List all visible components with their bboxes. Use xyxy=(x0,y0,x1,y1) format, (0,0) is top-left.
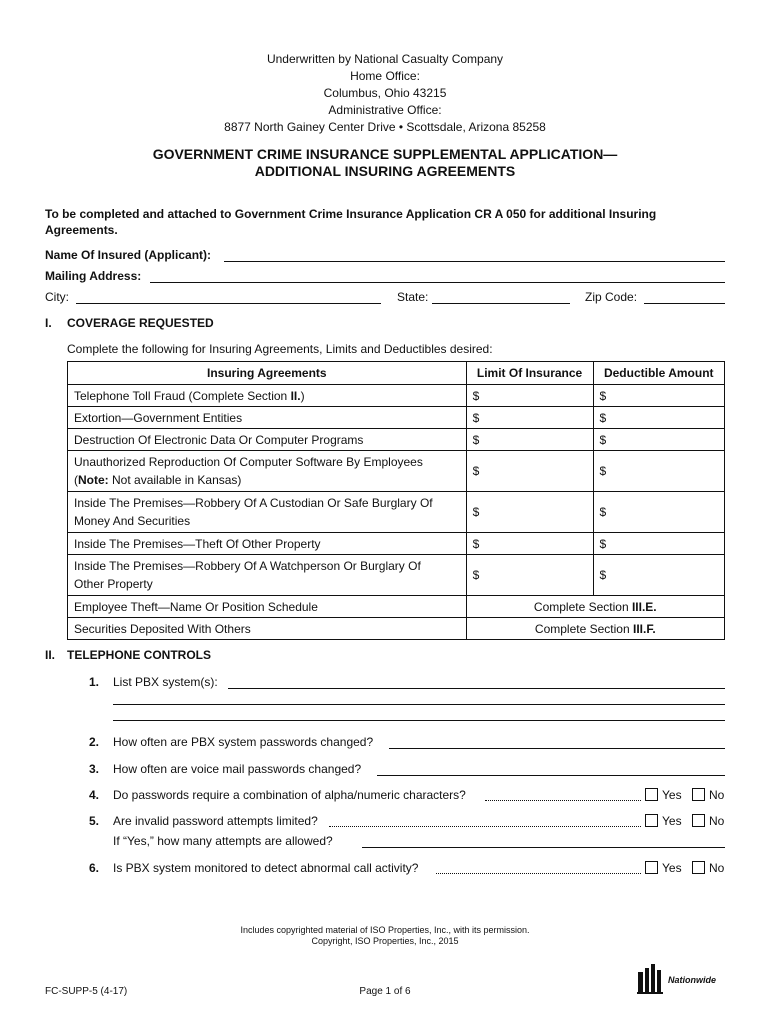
copyright-line-1: Includes copyrighted material of ISO Properties, Inc., with its permission. xyxy=(240,925,530,935)
agreement-text: Money And Securities xyxy=(74,514,191,528)
header-line: Underwritten by National Casualty Company xyxy=(266,52,504,66)
note-text: Not available in Kansas) xyxy=(108,473,242,487)
name-field[interactable] xyxy=(224,261,725,262)
question-text: Are invalid password attempts limited? xyxy=(113,814,318,828)
pbx-systems-field-line-3[interactable] xyxy=(113,720,725,721)
mailing-label: Mailing Address: xyxy=(45,269,142,283)
deductible-cell[interactable]: $ xyxy=(593,533,724,555)
copyright-notice xyxy=(0,925,770,947)
yes-option[interactable] xyxy=(645,814,682,828)
question-number: 6. xyxy=(89,861,100,875)
deductible-cell[interactable]: $ xyxy=(593,492,724,533)
header-line: Home Office: xyxy=(350,69,420,83)
no-option[interactable] xyxy=(692,814,724,828)
header-line: Columbus, Ohio 43215 xyxy=(323,86,447,100)
see-section-ref: III.F. xyxy=(632,621,656,636)
eagle-icon xyxy=(636,962,666,996)
agreement-cell: Employee Theft—Name Or Position Schedule xyxy=(68,596,467,618)
deductible-cell[interactable]: $ xyxy=(593,555,724,596)
question-text: How often are voice mail passwords changed? xyxy=(113,762,362,776)
title-line-2: ADDITIONAL INSURING AGREEMENTS xyxy=(254,163,516,179)
limit-cell[interactable]: $ xyxy=(466,451,593,492)
see-section-cell xyxy=(466,618,724,640)
agreement-note xyxy=(74,471,460,489)
agreement-cell xyxy=(68,451,467,492)
no-label: No xyxy=(709,861,725,875)
column-header: Limit Of Insurance xyxy=(466,362,593,385)
agreement-cell: Inside The Premises—Theft Of Other Property xyxy=(68,533,467,555)
limit-cell[interactable]: $ xyxy=(466,429,593,451)
agreement-text: Telephone Toll Fraud (Complete Section xyxy=(74,388,291,403)
voicemail-password-frequency-field[interactable] xyxy=(377,775,725,776)
yes-label: Yes xyxy=(662,814,682,828)
question-number: 3. xyxy=(89,762,100,776)
deductible-cell[interactable]: $ xyxy=(593,451,724,492)
leader-dots xyxy=(329,826,641,827)
question-text: Do passwords require a combination of alpha/numeric characters? xyxy=(113,788,466,802)
no-option[interactable] xyxy=(692,788,724,802)
table-row xyxy=(68,555,725,596)
see-section-text: Complete Section xyxy=(534,621,633,636)
nationwide-logo xyxy=(636,962,731,996)
deductible-cell[interactable]: $ xyxy=(593,429,724,451)
pbx-systems-field-line-2[interactable] xyxy=(113,704,725,705)
section-1-instruction: Complete the following for Insuring Agreements, Limits and Deductibles desired: xyxy=(67,342,493,356)
limit-cell[interactable]: $ xyxy=(466,407,593,429)
see-section-cell xyxy=(466,596,724,618)
limit-cell[interactable]: $ xyxy=(466,555,593,596)
note-paren: ( xyxy=(74,473,78,487)
pbx-systems-field[interactable] xyxy=(228,688,725,689)
yes-checkbox[interactable] xyxy=(645,788,658,801)
no-checkbox[interactable] xyxy=(692,861,705,874)
agreement-text: Inside The Premises—Robbery Of A Watchperson Or Burglary Of xyxy=(74,559,421,573)
table-header-row xyxy=(68,362,725,385)
question-text: Is PBX system monitored to detect abnormal call activity? xyxy=(113,861,419,875)
title-line-1: GOVERNMENT CRIME INSURANCE SUPPLEMENTAL APPLICATION— xyxy=(152,146,618,162)
section-2-number: II. xyxy=(45,648,56,662)
no-label: No xyxy=(709,788,725,802)
table-row xyxy=(68,429,725,451)
table-row xyxy=(68,385,725,407)
yes-label: Yes xyxy=(662,788,682,802)
column-header: Insuring Agreements xyxy=(68,362,467,385)
question-text: How often are PBX system passwords changed? xyxy=(113,735,374,749)
deductible-cell[interactable]: $ xyxy=(593,407,724,429)
zip-label: Zip Code: xyxy=(585,290,638,304)
leader-dots xyxy=(485,800,641,801)
see-section-text: Complete Section xyxy=(533,599,632,614)
agreement-cell xyxy=(68,555,467,596)
intro-text xyxy=(45,206,727,238)
agreement-text: Other Property xyxy=(74,577,153,591)
state-label: State: xyxy=(397,290,429,304)
section-1-number: I. xyxy=(45,316,52,330)
limit-cell[interactable]: $ xyxy=(466,385,593,407)
table-row xyxy=(68,407,725,429)
name-label: Name Of Insured (Applicant): xyxy=(45,248,212,262)
agreement-cell: Extortion—Government Entities xyxy=(68,407,467,429)
leader-dots xyxy=(436,873,641,874)
limit-cell[interactable]: $ xyxy=(466,492,593,533)
question-number: 4. xyxy=(89,788,100,802)
yes-checkbox[interactable] xyxy=(645,814,658,827)
city-label: City: xyxy=(45,290,69,304)
agreement-text: Unauthorized Reproduction Of Computer Software By Employees xyxy=(74,455,423,469)
question-number: 1. xyxy=(89,675,100,689)
copyright-line-2: Copyright, ISO Properties, Inc., 2015 xyxy=(311,936,459,946)
table-row xyxy=(68,618,725,640)
no-checkbox[interactable] xyxy=(692,814,705,827)
no-option[interactable] xyxy=(692,861,724,875)
table-row xyxy=(68,596,725,618)
logo-text: Nationwide xyxy=(668,975,717,985)
zip-field[interactable] xyxy=(644,303,725,304)
agreement-cell: Securities Deposited With Others xyxy=(68,618,467,640)
agreement-cell xyxy=(68,492,467,533)
header-line: 8877 North Gainey Center Drive • Scottsdale, Arizona 85258 xyxy=(224,120,546,134)
agreement-cell: Destruction Of Electronic Data Or Computer Programs xyxy=(68,429,467,451)
question-text: List PBX system(s): xyxy=(113,675,218,689)
yes-label: Yes xyxy=(662,861,682,875)
attempts-allowed-field[interactable] xyxy=(362,847,725,848)
yes-option[interactable] xyxy=(645,861,682,875)
page-number: Page 1 of 6 xyxy=(359,986,411,997)
document-title xyxy=(0,146,770,180)
note-label: Note: xyxy=(78,473,109,487)
state-field[interactable] xyxy=(432,303,570,304)
column-header: Deductible Amount xyxy=(593,362,724,385)
intro-line-2: Agreements. xyxy=(45,223,118,237)
agreement-cell xyxy=(68,385,467,407)
agreement-text: ) xyxy=(300,388,305,403)
deductible-cell[interactable]: $ xyxy=(593,385,724,407)
table-row xyxy=(68,492,725,533)
section-1-title: COVERAGE REQUESTED xyxy=(67,316,214,330)
header-line: Administrative Office: xyxy=(328,103,442,117)
no-label: No xyxy=(709,814,725,828)
company-header xyxy=(0,51,770,136)
question-subtext: If “Yes,” how many attempts are allowed? xyxy=(113,834,333,848)
limit-cell[interactable]: $ xyxy=(466,533,593,555)
form-id: FC-SUPP-5 (4-17) xyxy=(45,986,128,997)
question-number: 2. xyxy=(89,735,100,749)
yes-option[interactable] xyxy=(645,788,682,802)
yes-checkbox[interactable] xyxy=(645,861,658,874)
no-checkbox[interactable] xyxy=(692,788,705,801)
coverage-table xyxy=(67,361,725,640)
intro-line-1: To be completed and attached to Government Crime Insurance Application CR A 050 for additional Insuring xyxy=(45,207,657,221)
table-row xyxy=(68,533,725,555)
question-number: 5. xyxy=(89,814,100,828)
pbx-password-frequency-field[interactable] xyxy=(389,748,725,749)
mailing-field[interactable] xyxy=(150,282,725,283)
city-field[interactable] xyxy=(76,303,381,304)
agreement-bold: II. xyxy=(290,388,301,403)
table-row xyxy=(68,451,725,492)
see-section-ref: III.E. xyxy=(631,599,657,614)
agreement-text: Inside The Premises—Robbery Of A Custodian Or Safe Burglary Of xyxy=(74,496,433,510)
section-2-title: TELEPHONE CONTROLS xyxy=(67,648,212,662)
